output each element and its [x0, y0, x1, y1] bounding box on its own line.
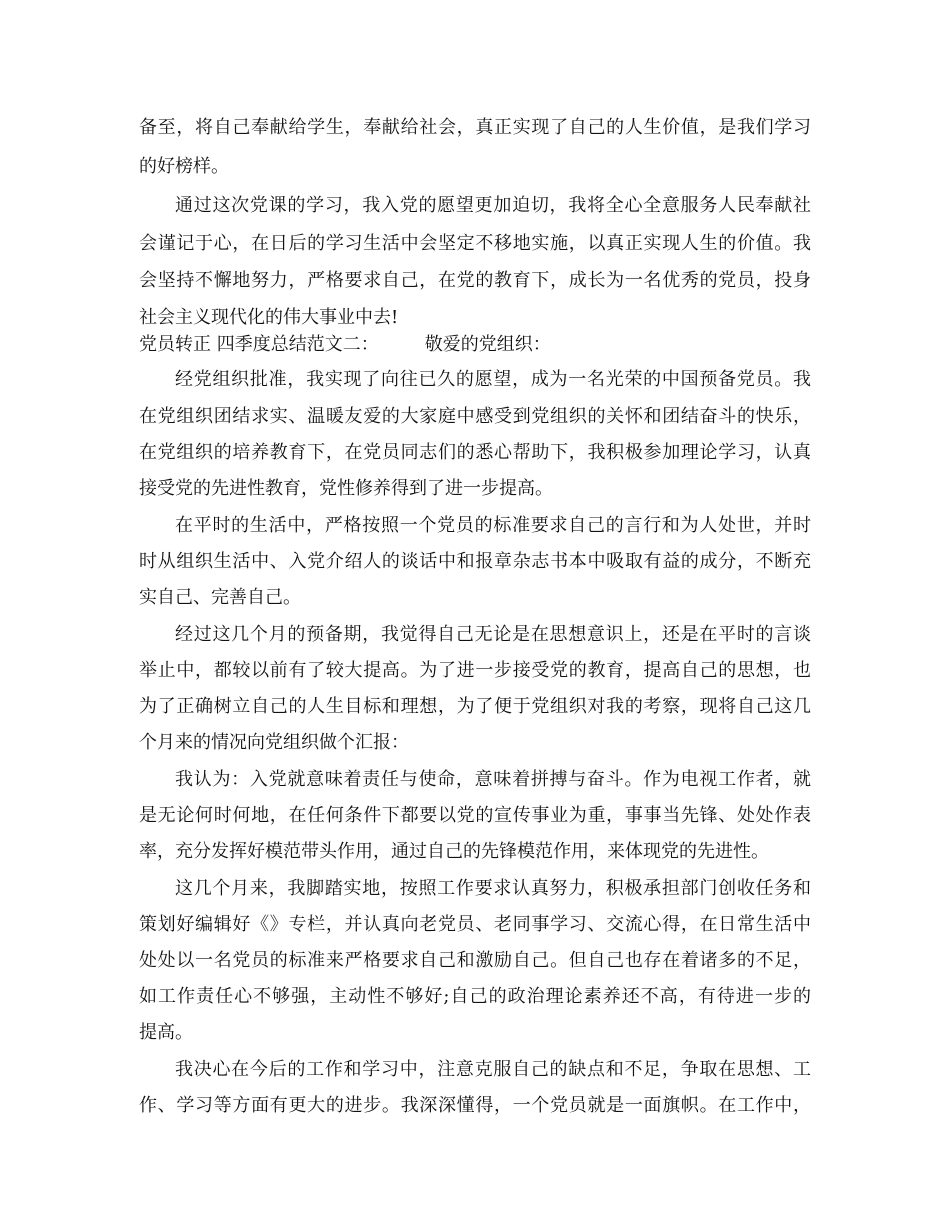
text-line: 率，充分发挥好模范带头作用，通过自己的先锋模范作用，来体现党的先进性。: [139, 841, 769, 862]
text-line: 是无论何时何地，在任何条件下都要以党的宣传事业为重，事事当先锋、处处作表: [139, 805, 811, 826]
text-line: 经党组织批准，我实现了向往已久的愿望，成为一名光荣的中国预备党员。我: [175, 369, 811, 390]
text-line: 会坚持不懈地努力，严格要求自己，在党的教育下，成长为一名优秀的党员，投身: [139, 270, 811, 291]
text-line: 处处以一名党员的标准来严格要求自己和激励自己。但自己也存在着诸多的不足，: [139, 950, 811, 971]
text-line: 实自己、完善自己。: [139, 587, 301, 608]
text-line: 我认为：入党就意味着责任与使命，意味着拼搏与奋斗。作为电视工作者，就: [175, 769, 811, 790]
text-line: 社会主义现代化的伟大事业中去!: [139, 307, 399, 328]
text-line: 提高。: [139, 1022, 193, 1043]
text-line: 个月来的情况向党组织做个汇报：: [139, 732, 409, 753]
text-line: 会谨记于心，在日后的学习生活中会坚定不移地实施，以真正实现人生的价值。我: [139, 233, 811, 254]
section-title: 党员转正 四季度总结范文二：: [139, 334, 379, 355]
text-line: 在党组织的培养教育下，在党员同志们的悉心帮助下，我积极参加理论学习，认真: [139, 442, 811, 463]
text-line: 备至，将自己奉献给学生，奉献给社会，真正实现了自己的人生价值，是我们学习: [139, 117, 811, 138]
text-line: 在党组织团结求实、温暖友爱的大家庭中感受到党组织的关怀和团结奋斗的快乐，: [139, 406, 811, 427]
text-line: 作、学习等方面有更大的进步。我深深懂得，一个党员就是一面旗帜。在工作中，: [139, 1095, 811, 1116]
text-line: 时从组织生活中、入党介绍人的谈话中和报章杂志书本中吸取有益的成分，不断充: [139, 551, 811, 572]
salutation: 敬爱的党组织：: [424, 334, 551, 355]
text-line: 策划好编辑好《》专栏，并认真向老党员、老同事学习、交流心得，在日常生活中: [139, 914, 811, 935]
text-line: 举止中，都较以前有了较大提高。为了进一步接受党的教育，提高自己的思想，也: [139, 660, 811, 681]
text-line: 的好榜样。: [139, 156, 229, 177]
text-line: 如工作责任心不够强，主动性不够好;自己的政治理论素养还不高，有待进一步的: [139, 986, 811, 1007]
text-line: 这几个月来，我脚踏实地，按照工作要求认真努力，积极承担部门创收任务和: [175, 878, 811, 899]
section-heading: [139, 330, 811, 360]
text-line: 经过这几个月的预备期，我觉得自己无论是在思想意识上，还是在平时的言谈: [175, 624, 811, 645]
text-line: 为了正确树立自己的人生目标和理想，为了便于党组织对我的考察，现将自己这几: [139, 696, 811, 717]
text-line: 接受党的先进性教育，党性修养得到了进一步提高。: [139, 478, 553, 499]
text-line: 在平时的生活中，严格按照一个党员的标准要求自己的言行和为人处世，并时: [175, 515, 811, 536]
text-line: 我决心在今后的工作和学习中，注意克服自己的缺点和不足，争取在思想、工: [175, 1059, 811, 1080]
text-line: 通过这次党课的学习，我入党的愿望更加迫切，我将全心全意服务人民奉献社: [175, 195, 811, 216]
